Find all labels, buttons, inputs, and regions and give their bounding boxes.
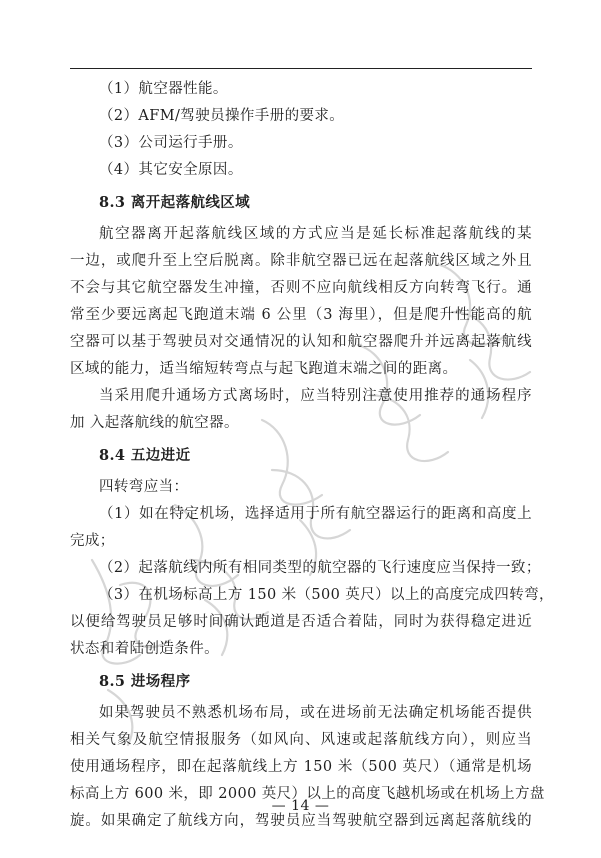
paragraph-8-5 — [70, 700, 545, 835]
paragraph-line: 一边，或爬升至上空后脱离。除非航空器已远在起落航线区域之外且 — [70, 253, 532, 269]
list-item: （2）AFM/驾驶员操作手册的要求。 — [99, 108, 345, 124]
section-heading-8-3: 8.3 离开起落航线区域 — [99, 194, 251, 211]
list-item: （4）其它安全原因。 — [99, 162, 243, 178]
document-body — [70, 76, 554, 835]
paragraph-line: （3）在机场标高上方 150 米（500 英尺）以上的高度完成四转弯， — [99, 587, 554, 603]
paragraph-line: 如果驾驶员不熟悉机场布局，或在进场前无法确定机场能否提供 — [99, 705, 532, 721]
paragraph-8-3-1 — [70, 221, 532, 383]
paragraph-line: 不会与其它航空器发生冲撞，否则不应向航线相反方向转弯飞行。通 — [70, 280, 532, 296]
paragraph-line: 使用通场程序，即在起落航线上方 150 米（500 英尺）（通常是机场 — [70, 759, 532, 775]
numbered-list — [70, 76, 532, 184]
paragraph-line: 相关气象及航空情报服务（如风向、风速或起落航线方向），则应当 — [70, 732, 532, 748]
header-rule — [70, 68, 532, 69]
paragraph-line: 空器可以基于驾驶员对交通情况的认知和航空器爬升并远离起落航线 — [70, 334, 532, 350]
section-8-4-body — [70, 474, 554, 663]
paragraph-line: 当采用爬升通场方式离场时，应当特别注意使用推荐的通场程序 — [99, 388, 532, 404]
paragraph-line: （1）如在特定机场，选择适用于所有航空器运行的距离和高度上 — [99, 506, 532, 522]
section-heading-8-4: 8.4 五边进近 — [99, 447, 191, 464]
paragraph-line: 四转弯应当： — [99, 479, 189, 495]
list-item: （3）公司运行手册。 — [99, 135, 243, 151]
paragraph-line: 完成； — [70, 533, 115, 549]
paragraph-line: 区域的能力，适当缩短转弯点与起飞跑道末端之间的距离。 — [70, 361, 458, 377]
paragraph-line: 标高上方 600 米，即 2000 英尺）以上的高度飞越机场或在机场上方盘 — [70, 786, 545, 802]
paragraph-line: （2）起落航线内所有相同类型的航空器的飞行速度应当保持一致； — [99, 560, 541, 576]
paragraph-line: 加 入起落航线的航空器。 — [70, 415, 239, 431]
paragraph-line: 旋。如果确定了航线方向，驾驶员应当驾驶航空器到远离起落航线的 — [70, 813, 532, 829]
paragraph-line: 航空器离开起落航线区域的方式应当是延长标准起落航线的某 — [99, 226, 532, 242]
page-number: — 14 — — [271, 798, 330, 814]
paragraph-line: 常至少要远离起飞跑道末端 6 公里（3 海里），但是爬升性能高的航 — [70, 307, 532, 323]
list-item: （1）航空器性能。 — [99, 81, 228, 97]
paragraph-line: 状态和着陆创造条件。 — [70, 641, 219, 657]
paragraph-line: 以便给驾驶员足够时间确认跑道是否适合着陆，同时为获得稳定进近 — [70, 614, 532, 630]
section-heading-8-5: 8.5 进场程序 — [99, 673, 191, 690]
paragraph-8-3-2 — [70, 383, 532, 437]
